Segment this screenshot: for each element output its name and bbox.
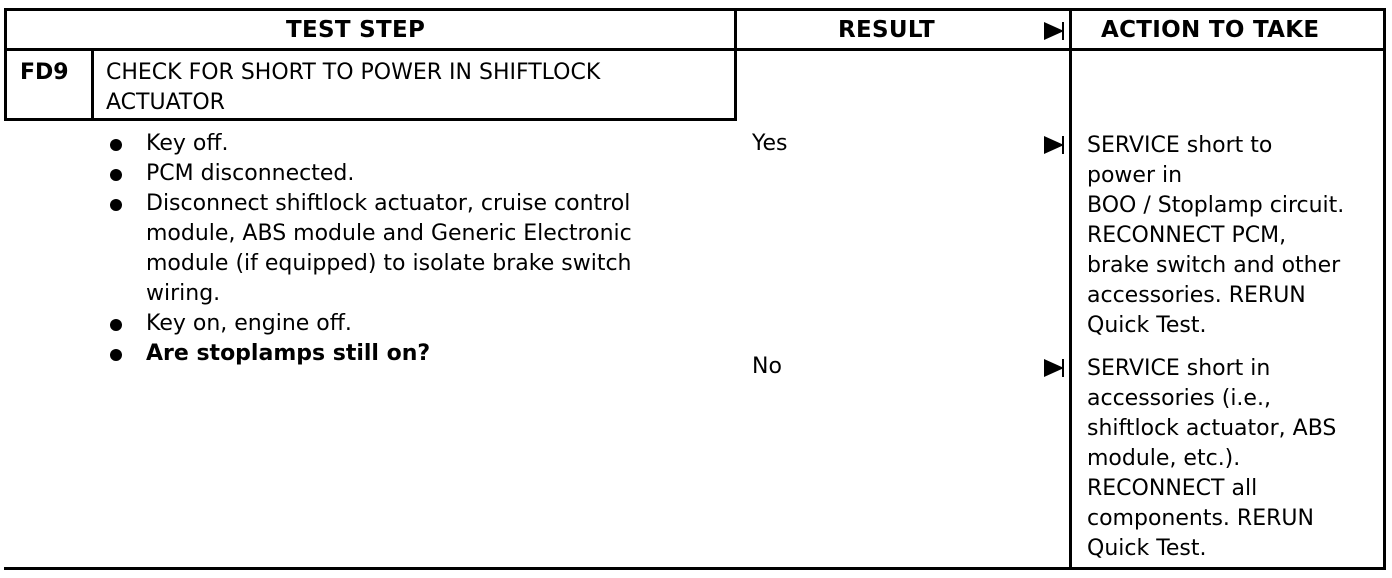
- header-arrow-icon: [1044, 22, 1064, 40]
- bullet-icon: [110, 169, 122, 181]
- action-yes: [1087, 131, 1344, 341]
- instruction-item: Key on, engine off.: [146, 309, 632, 339]
- action-line: brake switch and other: [1087, 253, 1341, 278]
- action-line: accessories (i.e.,: [1087, 386, 1271, 411]
- bullet-icon: [110, 349, 122, 361]
- action-line: power in: [1087, 163, 1183, 188]
- bullet-icon: [110, 139, 122, 151]
- instruction-item: Are stoplamps still on?: [146, 339, 632, 369]
- action-line: SERVICE short in: [1087, 356, 1271, 381]
- result-yes-arrow-icon: [1044, 136, 1064, 154]
- action-line: BOO / Stoplamp circuit.: [1087, 193, 1345, 218]
- table-top-border: [4, 8, 1386, 11]
- instruction-item: Key off.: [146, 129, 632, 159]
- instruction-continuation: module (if equipped) to isolate brake switch: [146, 251, 632, 276]
- action-line: Quick Test.: [1087, 313, 1207, 338]
- table-bottom-border: [4, 567, 1386, 570]
- bullet-icon: [110, 199, 122, 211]
- result-no: No: [752, 354, 782, 379]
- step-title-bottom-border: [4, 118, 736, 121]
- header-bottom-border: [4, 48, 1386, 51]
- step-id-divider: [91, 48, 94, 120]
- step-id: FD9: [20, 60, 69, 85]
- instruction-continuation: module, ABS module and Generic Electronic: [146, 221, 632, 246]
- action-line: module, etc.).: [1087, 446, 1241, 471]
- instruction-item: PCM disconnected.: [146, 159, 632, 189]
- action-line: SERVICE short to: [1087, 133, 1273, 158]
- bullet-icon: [110, 319, 122, 331]
- step-title-line: CHECK FOR SHORT TO POWER IN SHIFTLOCK: [106, 60, 601, 85]
- result-header: RESULT: [838, 17, 936, 43]
- result-yes: Yes: [752, 131, 788, 156]
- action-column-left-border: [1069, 8, 1072, 570]
- instruction-continuation: wiring.: [146, 281, 221, 306]
- action-line: components. RERUN: [1087, 506, 1314, 531]
- action-line: Quick Test.: [1087, 536, 1207, 561]
- action-header: ACTION TO TAKE: [1101, 17, 1320, 43]
- step-title-line: ACTUATOR: [106, 90, 225, 115]
- instruction-list: [146, 129, 632, 369]
- table-right-border: [1383, 8, 1386, 570]
- table-left-border: [4, 8, 7, 120]
- action-no: [1087, 354, 1336, 564]
- action-line: RECONNECT all: [1087, 476, 1258, 501]
- result-no-arrow-icon: [1044, 359, 1064, 377]
- action-line: RECONNECT PCM,: [1087, 223, 1287, 248]
- test-step-header: TEST STEP: [286, 17, 426, 43]
- instruction-item: Disconnect shiftlock actuator, cruise control: [146, 189, 632, 219]
- test-step-right-border: [734, 8, 737, 121]
- action-line: accessories. RERUN: [1087, 283, 1306, 308]
- step-title: [106, 58, 600, 118]
- action-line: shiftlock actuator, ABS: [1087, 416, 1337, 441]
